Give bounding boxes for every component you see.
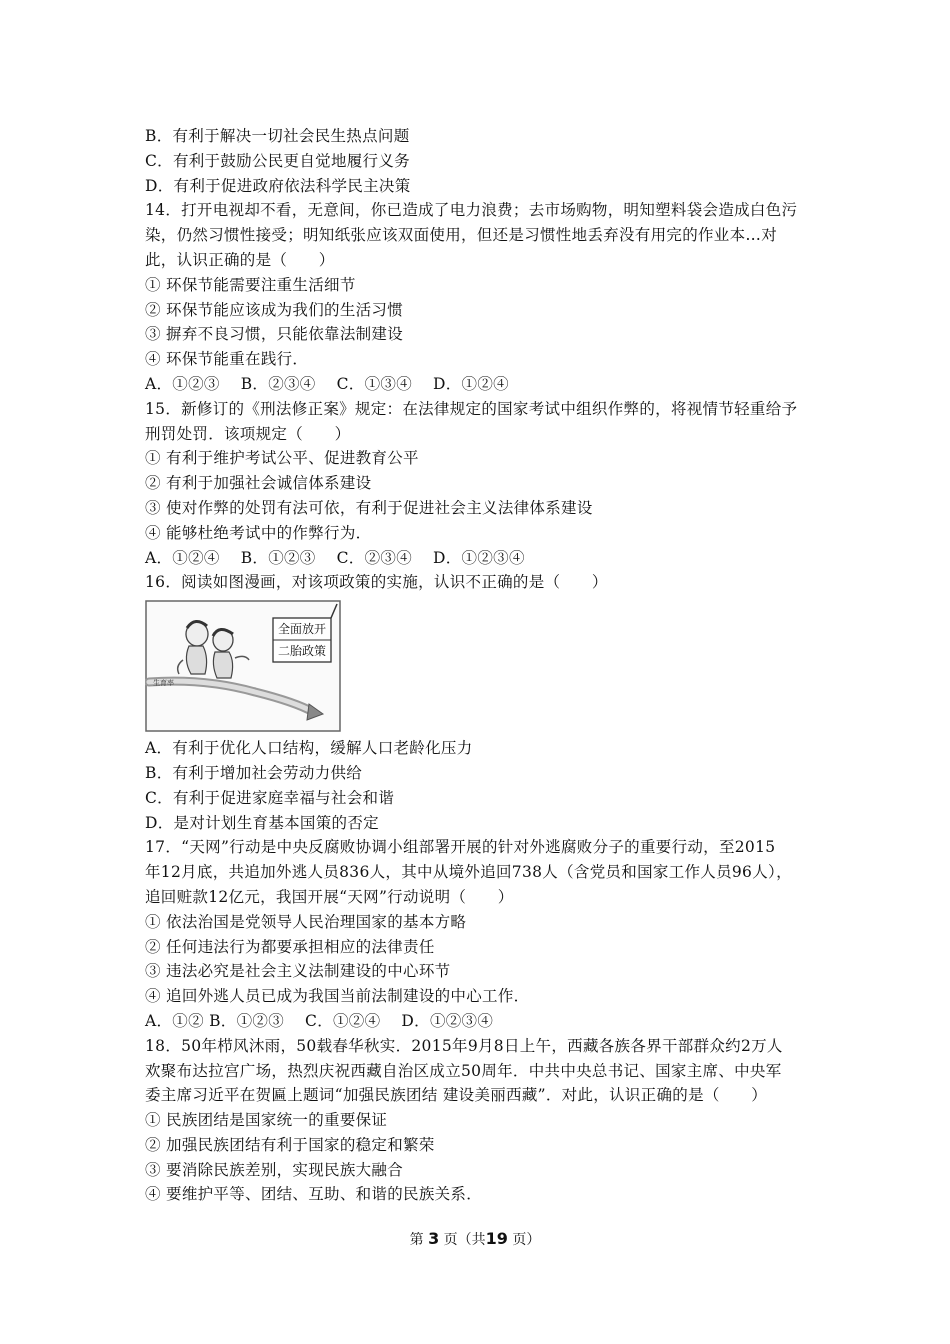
text-line: A．有利于优化人口结构，缓解人口老龄化压力: [145, 739, 473, 758]
text-line: A．①② B．①②③ C．①②④ D．①②③④: [145, 1011, 494, 1030]
sign-text-line2: 二胎政策: [277, 644, 327, 659]
document-page: [145, 124, 815, 1207]
sign-text-line1: 全面放开: [277, 622, 327, 637]
footer-prefix: 第: [409, 1232, 424, 1248]
text-line: 14．打开电视却不看，无意间，你已造成了电力浪费；去市场购物，明知塑料袋会造成白色污: [145, 201, 798, 220]
arrow-label: 生育率: [153, 679, 174, 688]
text-line: ③ 违法必究是社会主义法制建设的中心环节: [145, 962, 451, 981]
text-line: ① 依法治国是党领导人民治理国家的基本方略: [145, 912, 467, 931]
text-line: C．有利于鼓励公民更自觉地履行义务: [145, 151, 410, 170]
text-line: 追回赃款12亿元，我国开展“天网”行动说明（ ）: [145, 887, 514, 906]
text-line: D．有利于促进政府依法科学民主决策: [145, 176, 411, 195]
text-line: 此，认识正确的是（ ）: [145, 250, 335, 269]
text-line: 16．阅读如图漫画，对该项政策的实施，认识不正确的是（ ）: [145, 573, 608, 592]
text-line: ① 民族团结是国家统一的重要保证: [145, 1111, 388, 1130]
text-line: 15．新修订的《刑法修正案》规定：在法律规定的国家考试中组织作弊的，将视情节轻重给予: [145, 399, 798, 418]
footer-total-pages: 19: [485, 1229, 508, 1248]
text-line: ③ 摒弃不良习惯，只能依靠法制建设: [145, 325, 404, 344]
text-block-after-cartoon: [145, 736, 815, 1207]
text-line: C．有利于促进家庭幸福与社会和谐: [145, 788, 395, 807]
footer-suffix: 页）: [512, 1232, 541, 1248]
text-line: ③ 使对作弊的处罚有法可依，有利于促进社会主义法律体系建设: [145, 498, 593, 517]
text-line: 委主席习近平在贺匾上题词“加强民族团结 建设美丽西藏”．对此，认识正确的是（ ）: [145, 1086, 768, 1105]
text-line: B．有利于解决一切社会民生热点问题: [145, 127, 410, 145]
text-block-before-cartoon: [145, 124, 815, 595]
text-line: ② 加强民族团结有利于国家的稳定和繁荣: [145, 1135, 435, 1154]
cartoon-image: [145, 600, 341, 732]
page-footer: [0, 1229, 950, 1249]
text-line: A．①②④ B．①②③ C．②③④ D．①②③④: [145, 548, 525, 567]
text-line: B．有利于增加社会劳动力供给: [145, 763, 363, 782]
footer-page-number: 3: [428, 1229, 440, 1248]
footer-middle: 页（共: [443, 1232, 486, 1248]
text-line: 年12月底，共追加外逃人员836人，其中从境外追回738人（含党员和国家工作人员96人），: [145, 863, 792, 882]
text-line: ④ 环保节能重在践行．: [145, 350, 309, 369]
text-line: 欢聚布达拉宫广场，热烈庆祝西藏自治区成立50周年．中共中央总书记、国家主席、中央军: [145, 1061, 782, 1080]
text-line: ② 任何违法行为都要承担相应的法律责任: [145, 937, 435, 956]
text-line: ④ 要维护平等、团结、互助、和谐的民族关系．: [145, 1185, 483, 1204]
text-line: 17．“天网”行动是中央反腐败协调小组部署开展的针对外逃腐败分子的重要行动，至2015: [145, 838, 776, 857]
text-line: ② 环保节能应该成为我们的生活习惯: [145, 300, 404, 319]
text-line: A．①②③ B．②③④ C．①③④ D．①②④: [145, 374, 509, 393]
text-line: 刑罚处罚．该项规定（ ）: [145, 424, 351, 443]
cartoon-figure: [145, 600, 341, 732]
text-line: 染，仍然习惯性接受；明知纸张应该双面使用，但还是习惯性地丢弃没有用完的作业本…对: [145, 226, 778, 245]
text-line: ② 有利于加强社会诚信体系建设: [145, 474, 372, 493]
text-line: D．是对计划生育基本国策的否定: [145, 813, 379, 832]
text-line: ① 有利于维护考试公平、促进教育公平: [145, 449, 419, 468]
text-line: ④ 追回外逃人员已成为我国当前法制建设的中心工作．: [145, 987, 530, 1006]
text-line: ① 环保节能需要注重生活细节: [145, 275, 356, 294]
text-line: ③ 要消除民族差别，实现民族大融合: [145, 1160, 404, 1179]
text-line: 18．50年栉风沐雨，50载春华秋实．2015年9月8日上午，西藏各族各界干部群众约2万人: [145, 1036, 783, 1055]
text-line: ④ 能够杜绝考试中的作弊行为．: [145, 523, 372, 542]
